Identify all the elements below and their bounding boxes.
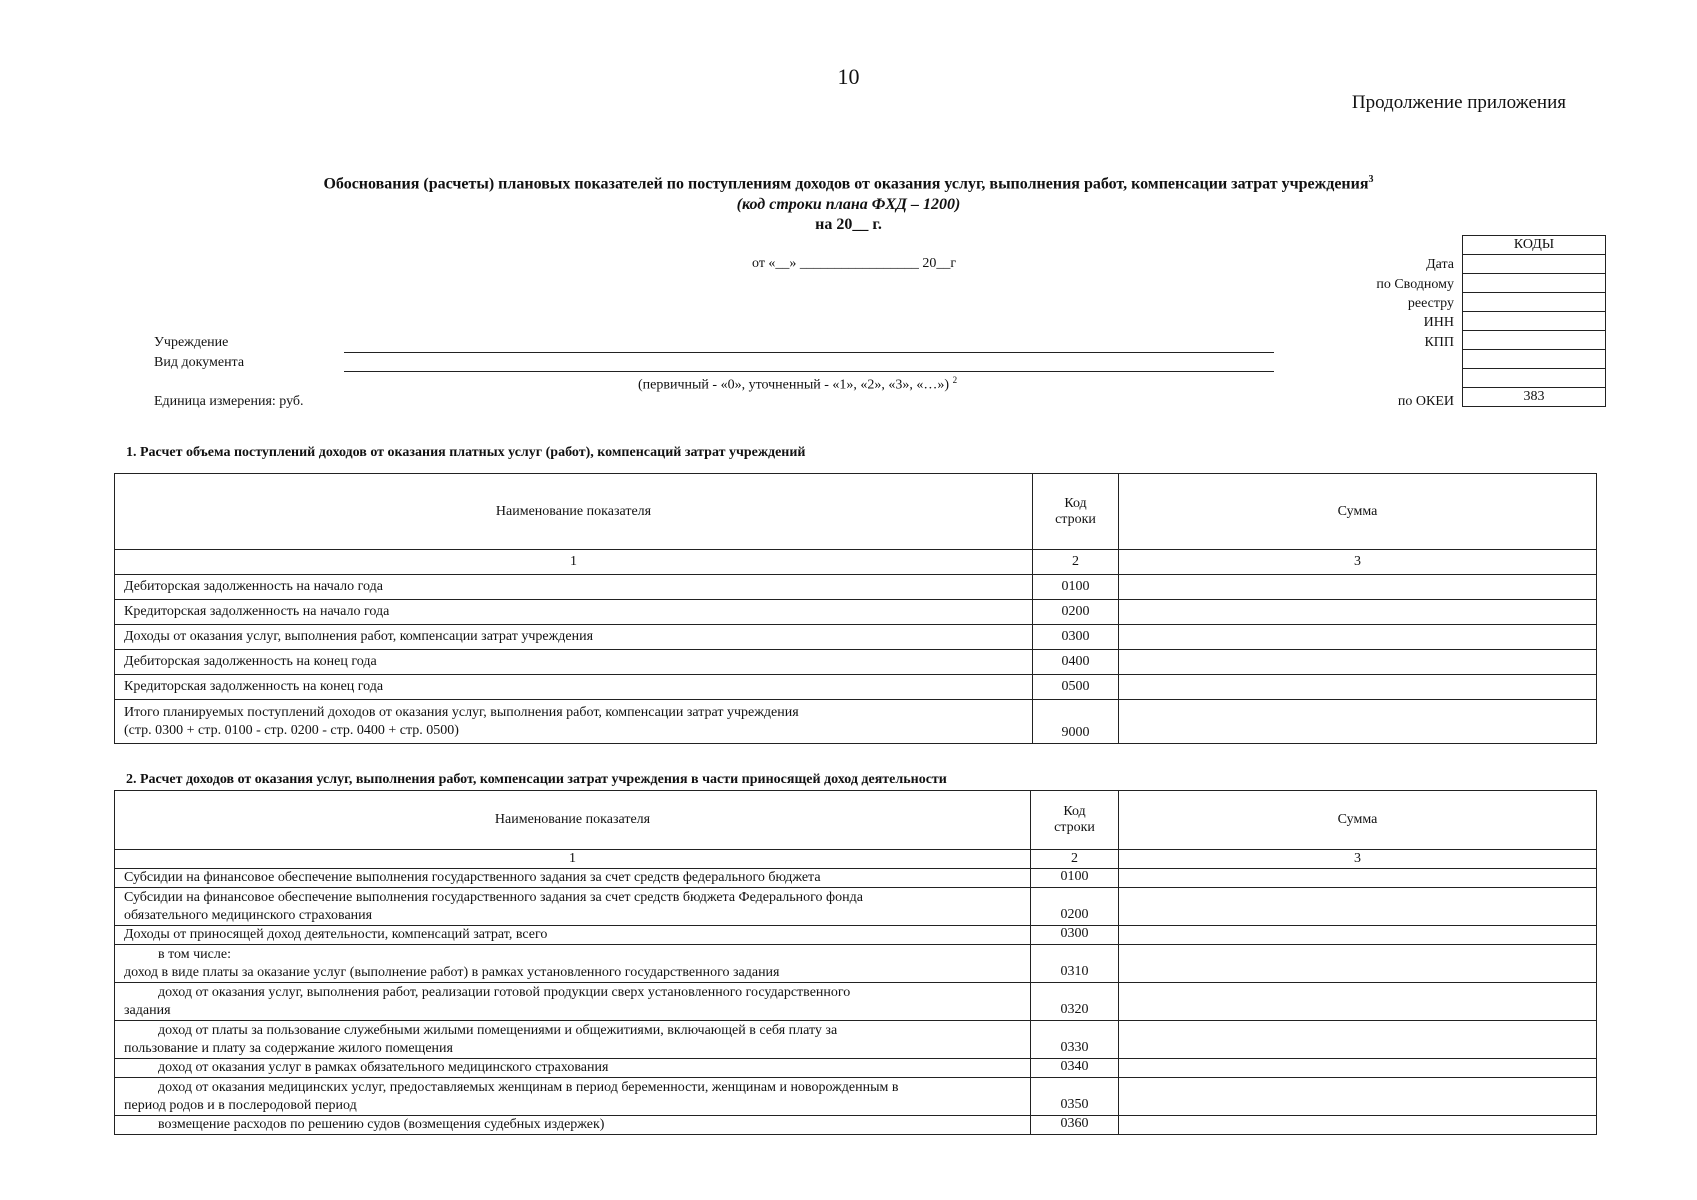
table-header-row xyxy=(115,474,1597,550)
row-sum-cell[interactable] xyxy=(1119,625,1597,650)
row-code: 0330 xyxy=(1031,1021,1119,1059)
row-code: 0200 xyxy=(1031,888,1119,926)
row-name: доход от оказания услуг в рамках обязательного медицинского страхования xyxy=(115,1059,1031,1078)
table-row xyxy=(115,650,1597,675)
title-line-3: на 20__ г. xyxy=(815,216,882,233)
table-row xyxy=(115,888,1597,926)
row-name: Субсидии на финансовое обеспечение выполнения государственного задания за счет средств бюджета Федерального фонда обязательного медицинского страхования xyxy=(115,888,1031,926)
row-sum-cell[interactable] xyxy=(1119,675,1597,700)
code-doc-type-cell[interactable] xyxy=(1463,350,1606,369)
row-code: 0100 xyxy=(1031,869,1119,888)
header-name: Наименование показателя xyxy=(115,791,1031,850)
code-inn-cell[interactable] xyxy=(1463,312,1606,331)
row-name: возмещение расходов по решению судов (возмещения судебных издержек) xyxy=(115,1116,1031,1135)
continuation-note: Продолжение приложения xyxy=(1351,92,1566,113)
row-sum-cell[interactable] xyxy=(1119,650,1597,675)
row-name: Доходы от оказания услуг, выполнения работ, компенсации затрат учреждения xyxy=(115,625,1033,650)
row-code: 0340 xyxy=(1031,1059,1119,1078)
row-code: 0320 xyxy=(1031,983,1119,1021)
codes-label-registry-1: по Сводному xyxy=(1376,277,1454,292)
title-line-1: Обоснования (расчеты) плановых показателей по поступлениям доходов от оказания услуг, выполнения работ, компенсации затрат учреждения xyxy=(323,175,1369,193)
row-sum-cell[interactable] xyxy=(1119,1116,1597,1135)
row-sum-cell[interactable] xyxy=(1119,869,1597,888)
row-code: 0300 xyxy=(1031,926,1119,945)
section-2-table xyxy=(114,790,1597,1135)
row-code: 0100 xyxy=(1033,575,1119,600)
row-code: 0310 xyxy=(1031,945,1119,983)
codes-label-kpp: КПП xyxy=(1424,335,1454,350)
page-number: 10 xyxy=(837,64,860,89)
row-name: Доходы от приносящей доход деятельности, компенсаций затрат, всего xyxy=(115,926,1031,945)
row-code: 0350 xyxy=(1031,1078,1119,1116)
row-sum-cell[interactable] xyxy=(1119,1059,1597,1078)
code-extra-cell[interactable] xyxy=(1463,369,1606,388)
row-sum-cell[interactable] xyxy=(1119,945,1597,983)
code-kpp-cell[interactable] xyxy=(1463,331,1606,350)
document-title xyxy=(0,174,1697,193)
codes-label-inn: ИНН xyxy=(1423,315,1454,330)
header-sum: Сумма xyxy=(1119,474,1597,550)
code-registry-cell-2[interactable] xyxy=(1463,293,1606,312)
row-name: Субсидии на финансовое обеспечение выполнения государственного задания за счет средств федерального бюджета xyxy=(115,869,1031,888)
header-code: Код строки xyxy=(1031,791,1119,850)
total-name: Итого планируемых поступлений доходов от оказания услуг, выполнения работ, компенсации затрат учреждения (стр. 0300 + стр. 0100 - стр. 0200 - стр. 0400 + стр. 0500) xyxy=(115,700,1033,744)
header-sum: Сумма xyxy=(1119,791,1597,850)
row-sum-cell[interactable] xyxy=(1119,1078,1597,1116)
section-1-table xyxy=(114,473,1597,744)
row-sum-cell[interactable] xyxy=(1119,575,1597,600)
row-code: 0400 xyxy=(1033,650,1119,675)
col-number: 1 xyxy=(115,850,1031,869)
codes-box xyxy=(1462,235,1606,407)
header-name: Наименование показателя xyxy=(115,474,1033,550)
total-sum-cell[interactable] xyxy=(1119,700,1597,744)
row-sum-cell[interactable] xyxy=(1119,983,1597,1021)
unit-label: Единица измерения: руб. xyxy=(154,394,304,409)
section-1-title: 1. Расчет объема поступлений доходов от оказания платных услуг (работ), компенсаций затрат учреждений xyxy=(126,445,806,460)
institution-label: Учреждение xyxy=(154,335,229,350)
title-footnote-mark: 3 xyxy=(1368,174,1374,185)
header-code: Код строки xyxy=(1033,474,1119,550)
row-name: доход от оказания услуг, выполнения работ, реализации готовой продукции сверх установленного государственного задания xyxy=(115,983,1031,1021)
row-code: 0500 xyxy=(1033,675,1119,700)
codes-label-registry-2: реестру xyxy=(1407,296,1454,311)
row-code: 0300 xyxy=(1033,625,1119,650)
row-name: Кредиторская задолженность на начало года xyxy=(115,600,1033,625)
row-sum-cell[interactable] xyxy=(1119,1021,1597,1059)
table-row xyxy=(115,983,1597,1021)
doc-type-label: Вид документа xyxy=(154,355,245,370)
codes-header: КОДЫ xyxy=(1463,236,1606,255)
column-number-row xyxy=(115,550,1597,575)
doc-type-field-line[interactable] xyxy=(344,371,1274,372)
total-code: 9000 xyxy=(1033,700,1119,744)
row-name: Кредиторская задолженность на конец года xyxy=(115,675,1033,700)
code-date-cell[interactable] xyxy=(1463,255,1606,274)
row-name: доход от оказания медицинских услуг, предоставляемых женщинам в период беременности, женщинам и новорожденным в период родов и в послеродовой период xyxy=(115,1078,1031,1116)
col-number: 1 xyxy=(115,550,1033,575)
row-name: Дебиторская задолженность на конец года xyxy=(115,650,1033,675)
col-number: 3 xyxy=(1119,850,1597,869)
doc-type-hint-footnote: 2 xyxy=(952,375,958,385)
col-number: 2 xyxy=(1031,850,1119,869)
table-row xyxy=(115,1116,1597,1135)
title-line-2: (код строки плана ФХД – 1200) xyxy=(736,196,961,213)
table-row xyxy=(115,869,1597,888)
institution-field-line[interactable] xyxy=(344,352,1274,353)
table-row xyxy=(115,600,1597,625)
code-okei-cell: 383 xyxy=(1463,388,1606,407)
col-number: 3 xyxy=(1119,550,1597,575)
column-number-row xyxy=(115,850,1597,869)
row-sum-cell[interactable] xyxy=(1119,926,1597,945)
date-line: от «__» _________________ 20__г xyxy=(752,256,957,271)
table-header-row xyxy=(115,791,1597,850)
row-code: 0360 xyxy=(1031,1116,1119,1135)
table-row xyxy=(115,1078,1597,1116)
table-row xyxy=(115,675,1597,700)
codes-label-date: Дата xyxy=(1426,257,1454,272)
codes-label-okei: по ОКЕИ xyxy=(1397,394,1454,409)
row-name: доход от платы за пользование служебными жилыми помещениями и общежитиями, включающей в себя плату за пользование и плату за содержание жилого помещения xyxy=(115,1021,1031,1059)
section-2-title: 2. Расчет доходов от оказания услуг, выполнения работ, компенсации затрат учреждения в части приносящей доход деятельности xyxy=(126,772,947,787)
code-registry-cell-1[interactable] xyxy=(1463,274,1606,293)
row-name: Дебиторская задолженность на начало года xyxy=(115,575,1033,600)
row-sum-cell[interactable] xyxy=(1119,600,1597,625)
table-row xyxy=(115,625,1597,650)
row-name: в том числе: доход в виде платы за оказание услуг (выполнение работ) в рамках установленного государственного задания xyxy=(115,945,1031,983)
doc-type-hint: (первичный - «0», уточненный - «1», «2», «3», «…») $^2$ xyxy=(638,375,958,393)
total-row xyxy=(115,700,1597,744)
col-number: 2 xyxy=(1033,550,1119,575)
table-row xyxy=(115,926,1597,945)
table-row xyxy=(115,575,1597,600)
row-code: 0200 xyxy=(1033,600,1119,625)
table-row xyxy=(115,945,1597,983)
table-row xyxy=(115,1059,1597,1078)
row-sum-cell[interactable] xyxy=(1119,888,1597,926)
table-row xyxy=(115,1021,1597,1059)
